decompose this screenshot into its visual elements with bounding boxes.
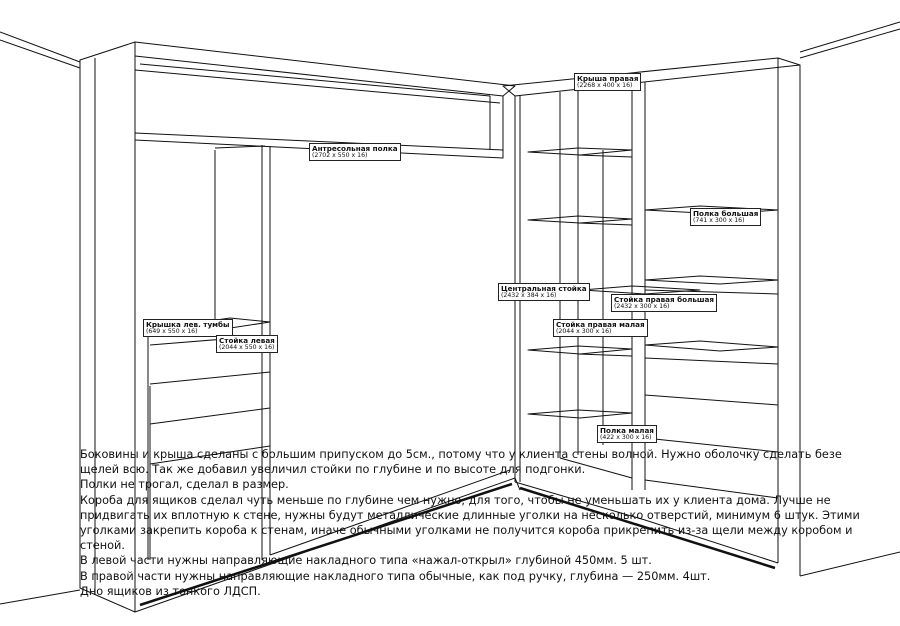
label-mezzanine-size: (2702 x 550 x 16)	[312, 151, 368, 159]
label-shelf-small-size: (422 x 300 x 16)	[600, 433, 652, 441]
label-center-post-title: Центральная стойка	[501, 284, 587, 293]
label-post-left-title: Стойка левая	[219, 336, 275, 345]
label-post-right-big	[611, 294, 717, 312]
note-paragraph: Полки не трогал, сделал в размер.	[80, 478, 289, 492]
label-left-cabinet-top-title: Крышка лев. тумбы	[146, 320, 230, 329]
label-post-left-size: (2044 x 550 x 16)	[219, 343, 275, 351]
note-paragraph: В левой части нужны направляющие накладного типа «нажал-открыл» глубиной 450мм. 5 шт.	[80, 554, 652, 568]
label-left-cabinet-top-size: (649 x 550 x 16)	[146, 327, 198, 335]
label-center-post-size: (2432 x 384 x 16)	[501, 291, 557, 299]
label-post-left	[216, 335, 278, 353]
label-shelf-big-title: Полка большая	[693, 209, 759, 218]
label-roof-right	[574, 73, 641, 91]
label-shelf-small	[597, 425, 657, 443]
label-center-post	[498, 283, 590, 301]
note-paragraph: В правой части нужны направляющие накладного типа обычные, как под ручку, глубина — 250мм. 4шт.	[80, 569, 711, 583]
label-post-right-big-title: Стойка правая большая	[614, 295, 714, 304]
note-paragraph: Боковины и крыша сделаны с большим припуском до 5см., потому что у клиента стены волной. Нужно оболочку сделать безе щелей всю. Так же добавил увеличил стойки по глубине и по высоте для подгонки.	[80, 448, 842, 477]
label-shelf-small-title: Полка малая	[600, 426, 654, 435]
label-shelf-big	[690, 208, 761, 226]
label-mezzanine-title: Антресольная полка	[312, 144, 398, 153]
label-post-right-small	[553, 319, 648, 337]
label-post-right-big-size: (2432 x 300 x 16)	[614, 302, 670, 310]
label-roof-right-size: (2268 x 400 x 16)	[577, 81, 633, 89]
label-post-right-small-size: (2044 x 300 x 16)	[556, 327, 612, 335]
label-post-right-small-title: Стойка правая малая	[556, 320, 645, 329]
label-mezzanine	[309, 143, 401, 161]
note-paragraph: Дно ящиков из тонкого ЛДСП.	[80, 584, 261, 598]
note-paragraph: Короба для ящиков сделал чуть меньше по глубине чем нужно, для того, чтобы не уменьшать их у клиента дома. Лучше не придвигать их вплотную к стене, нужны будут металлические длинные уголки на несколько отверстий, минимум 6 штук. Этими уголками закрепить короба к стенам, иначе обычными уголками не получится короба прикрепить из-за щели между коробом и стеной.	[80, 493, 860, 553]
notes-text	[80, 447, 870, 599]
label-shelf-big-size: (741 x 300 x 16)	[693, 216, 745, 224]
label-roof-right-title: Крыша правая	[577, 74, 639, 83]
